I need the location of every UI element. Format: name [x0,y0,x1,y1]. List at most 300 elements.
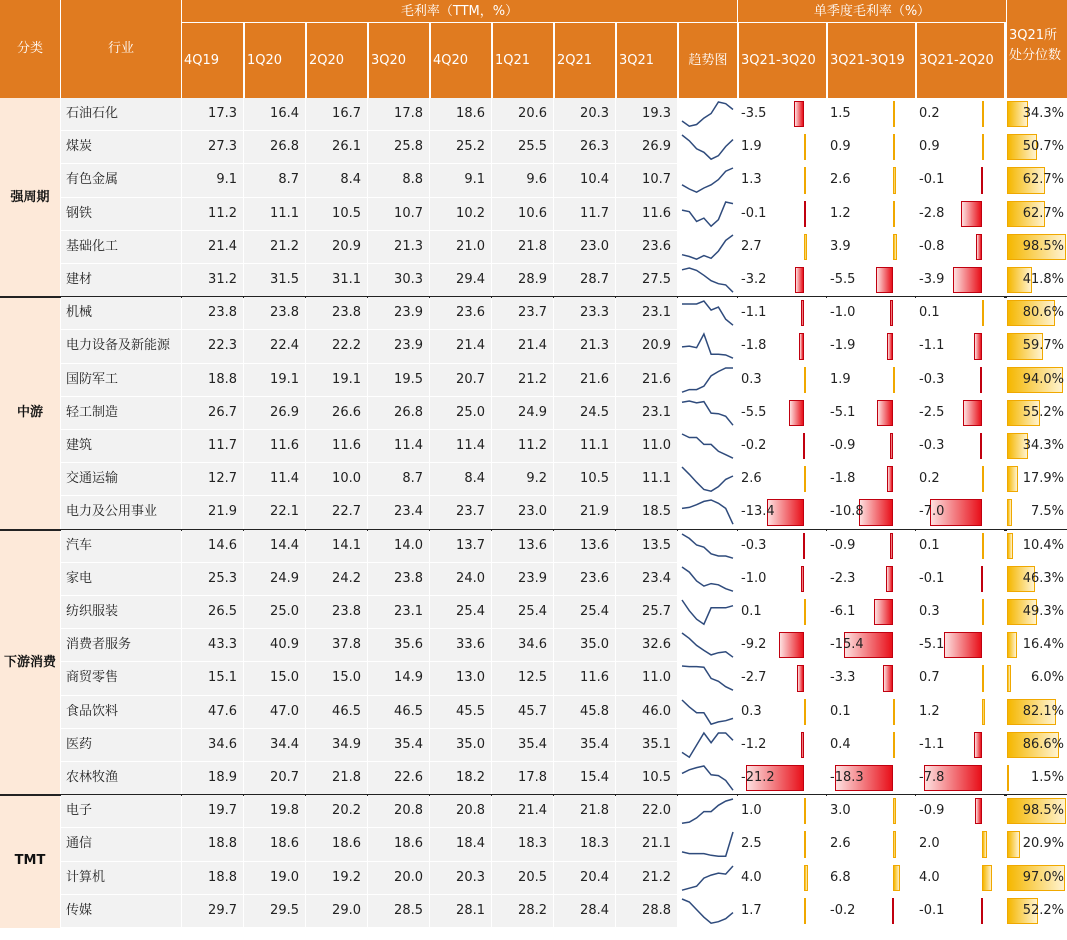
change-cell [738,397,826,429]
ttm-value: 8.7 [368,463,429,495]
trend-cell [678,895,737,927]
change-cell [827,330,915,362]
positive-bar [804,167,806,193]
change-value: -6.1 [830,604,856,619]
trend-line [682,500,733,524]
trend-cell [678,862,737,894]
industry-label: 食品饮料 [61,696,181,728]
trend-line [682,832,733,856]
ttm-value: 34.6 [182,729,243,761]
trend-cell [678,364,737,396]
change-cell [738,164,826,196]
percentile-bar [1007,665,1011,691]
ttm-value: 23.8 [182,297,243,329]
percentile-cell [1007,198,1067,230]
ttm-value: 34.9 [306,729,367,761]
ttm-value: 8.4 [306,164,367,196]
percentile-value: 46.3% [1022,570,1064,586]
positive-bar [982,665,984,691]
percentile-value: 17.9% [1022,471,1064,487]
ttm-value: 18.2 [430,762,491,794]
change-value: -3.5 [741,106,767,121]
trend-sparkline [678,231,737,263]
change-cell [738,596,826,628]
change-cell [916,563,1004,595]
header-industry-label: 行业 [107,41,134,56]
change-value: 6.8 [830,869,851,885]
negative-bar [779,632,804,658]
ttm-value: 10.0 [306,463,367,495]
change-cell [738,862,826,894]
change-cell [916,364,1004,396]
change-cell [916,231,1004,263]
industry-label: 汽车 [61,530,181,562]
positive-bar [982,599,984,625]
industry-label: 通信 [61,828,181,860]
change-cell [827,596,915,628]
ttm-value: 24.5 [554,397,615,429]
positive-bar [982,699,985,725]
ttm-value: 31.5 [244,264,305,296]
header-quarter-1Q21: 1Q21 [492,23,553,98]
change-cell [738,795,826,827]
trend-line [682,534,733,558]
change-cell [916,862,1004,894]
trend-cell [678,563,737,595]
industry-label: 机械 [61,297,181,329]
ttm-value: 21.4 [430,330,491,362]
change-value: 1.2 [830,205,851,221]
change-value: -13.4 [741,504,775,520]
ttm-value: 25.8 [368,131,429,163]
trend-sparkline [678,131,737,163]
change-value: -9.2 [741,637,767,653]
trend-sparkline [678,729,737,761]
ttm-value: 10.6 [492,198,553,230]
positive-bar [804,699,806,725]
change-cell [738,662,826,694]
ttm-value: 26.9 [244,397,305,429]
ttm-value: 32.6 [616,629,677,661]
ttm-value: 13.7 [430,530,491,562]
percentile-value: 86.6% [1022,736,1064,752]
change-value: 3.0 [830,803,851,819]
change-cell [827,430,915,462]
trend-sparkline [678,596,737,628]
industry-label: 纺织服装 [61,596,181,628]
trend-line [682,866,733,890]
industry-label: 医药 [61,729,181,761]
ttm-value: 10.4 [554,164,615,196]
ttm-value: 23.3 [554,297,615,329]
change-value: -1.0 [830,305,856,321]
positive-bar [893,732,895,758]
ttm-value: 20.5 [492,862,553,894]
ttm-value: 20.0 [368,862,429,894]
negative-bar [974,732,982,758]
ttm-value: 20.8 [430,795,491,827]
industry-label: 传媒 [61,895,181,927]
industry-label: 电力及公用事业 [61,496,181,528]
negative-bar [801,300,804,326]
change-value: -0.3 [919,371,945,387]
positive-bar [893,101,895,127]
trend-cell [678,198,737,230]
negative-bar [795,267,804,293]
ttm-value: 11.6 [306,430,367,462]
change-value: -7.8 [919,770,945,785]
ttm-value: 23.6 [554,563,615,595]
ttm-value: 20.9 [616,330,677,362]
ttm-value: 22.4 [244,330,305,362]
change-value: -1.2 [741,736,767,752]
change-cell [916,131,1004,163]
change-value: -1.0 [741,570,767,586]
ttm-value: 10.2 [430,198,491,230]
change-value: 4.0 [919,869,940,885]
change-value: 0.2 [919,471,940,487]
trend-line [682,268,733,292]
change-cell [738,762,826,794]
ttm-value: 21.6 [554,364,615,396]
header-quarter-2Q21: 2Q21 [554,23,615,98]
change-cell [827,862,915,894]
ttm-value: 10.5 [616,762,677,794]
change-cell [738,264,826,296]
ttm-value: 19.1 [244,364,305,396]
change-value: 0.1 [919,305,940,321]
ttm-value: 23.6 [430,297,491,329]
trend-cell [678,463,737,495]
percentile-cell [1007,762,1067,794]
ttm-value: 21.8 [306,762,367,794]
header-ttm-group [182,0,737,23]
trend-sparkline [678,563,737,595]
negative-bar [975,798,982,824]
trend-sparkline [678,198,737,230]
percentile-bar [1007,499,1012,525]
change-cell [738,463,826,495]
header-ttm-label: 毛利率（TTM，%） [400,4,519,19]
ttm-value: 11.4 [244,463,305,495]
trend-sparkline [678,264,737,296]
trend-cell [678,530,737,562]
change-value: 2.0 [919,836,940,852]
negative-bar [981,898,983,924]
ttm-value: 9.6 [492,164,553,196]
percentile-value: 52.2% [1022,902,1064,918]
industry-label: 建筑 [61,430,181,462]
change-value: 1.9 [741,139,762,155]
percentile-value: 1.5% [1030,770,1064,785]
ttm-value: 13.6 [492,530,553,562]
change-value: -15.4 [830,637,864,653]
ttm-value: 14.6 [182,530,243,562]
header-quarter-3Q20: 3Q20 [368,23,429,98]
percentile-value: 7.5% [1030,504,1064,520]
industry-label: 煤炭 [61,131,181,163]
ttm-value: 20.6 [492,98,553,130]
ttm-value: 21.9 [554,496,615,528]
header-quarter-3Q21: 3Q21 [616,23,677,98]
ttm-value: 33.6 [430,629,491,661]
ttm-value: 23.9 [492,563,553,595]
change-value: -0.1 [919,172,945,188]
category-label: 下游消费 [0,530,60,796]
percentile-value: 62.7% [1022,172,1064,188]
change-cell [827,762,915,794]
change-cell [916,696,1004,728]
header-percentile-label: 3Q21所处分位数 [1009,28,1062,63]
ttm-value: 46.5 [368,696,429,728]
change-cell [827,563,915,595]
ttm-value: 18.9 [182,762,243,794]
ttm-value: 37.8 [306,629,367,661]
ttm-value: 21.8 [492,231,553,263]
change-cell [916,729,1004,761]
trend-cell [678,696,737,728]
ttm-value: 16.4 [244,98,305,130]
change-value: -5.5 [830,272,856,287]
negative-bar [980,433,982,459]
ttm-value: 26.8 [368,397,429,429]
ttm-value: 22.3 [182,330,243,362]
ttm-value: 35.1 [616,729,677,761]
percentile-value: 41.8% [1022,272,1064,287]
change-value: -1.8 [830,471,856,487]
change-value: 2.7 [741,238,762,254]
percentile-cell [1007,297,1067,329]
header-quarter-1Q20: 1Q20 [244,23,305,98]
negative-bar [801,732,804,758]
percentile-value: 98.5% [1022,803,1064,819]
ttm-value: 35.0 [430,729,491,761]
negative-bar [887,333,893,359]
ttm-value: 47.6 [182,696,243,728]
positive-bar [804,466,806,492]
industry-label: 建材 [61,264,181,296]
percentile-bar [1007,533,1013,559]
negative-bar [883,665,893,691]
change-value: 2.6 [830,836,851,852]
industry-label: 农林牧渔 [61,762,181,794]
positive-bar [804,831,806,857]
change-value: 0.3 [741,371,762,387]
industry-label: 基础化工 [61,231,181,263]
change-cell [738,231,826,263]
ttm-value: 23.0 [554,231,615,263]
ttm-value: 11.2 [492,430,553,462]
ttm-value: 14.9 [368,662,429,694]
ttm-value: 29.7 [182,895,243,927]
percentile-cell [1007,895,1067,927]
ttm-value: 18.3 [492,828,553,860]
negative-bar [890,300,893,326]
change-cell [827,696,915,728]
change-cell [916,629,1004,661]
change-cell [738,895,826,927]
positive-bar [804,599,806,625]
trend-sparkline [678,397,737,429]
ttm-value: 25.2 [430,131,491,163]
trend-sparkline [678,430,737,462]
header-change-1: 3Q21-3Q19 [827,23,915,98]
trend-cell [678,131,737,163]
change-value: -3.9 [919,272,945,287]
change-cell [827,629,915,661]
trend-cell [678,164,737,196]
change-cell [827,131,915,163]
ttm-value: 18.4 [430,828,491,860]
trend-cell [678,430,737,462]
ttm-value: 19.1 [306,364,367,396]
ttm-value: 35.4 [554,729,615,761]
percentile-value: 98.5% [1022,238,1064,254]
change-value: -0.3 [741,537,767,553]
change-value: -5.5 [741,404,767,420]
change-value: -0.1 [919,902,945,918]
trend-sparkline [678,795,737,827]
ttm-value: 19.7 [182,795,243,827]
ttm-value: 17.8 [492,762,553,794]
change-cell [827,264,915,296]
percentile-cell [1007,430,1067,462]
change-cell [738,330,826,362]
positive-bar [893,699,895,725]
percentile-cell [1007,862,1067,894]
ttm-value: 25.3 [182,563,243,595]
change-value: 1.3 [741,172,762,188]
ttm-value: 8.8 [368,164,429,196]
ttm-value: 10.7 [368,198,429,230]
change-cell [916,795,1004,827]
negative-bar [892,898,894,924]
trend-line [682,766,733,790]
ttm-value: 10.5 [554,463,615,495]
negative-bar [981,167,983,193]
change-value: -1.1 [919,736,945,752]
industry-label: 电子 [61,795,181,827]
change-cell [916,828,1004,860]
ttm-value: 24.2 [306,563,367,595]
change-cell [916,397,1004,429]
trend-cell [678,330,737,362]
ttm-value: 45.5 [430,696,491,728]
industry-label: 钢铁 [61,198,181,230]
trend-cell [678,397,737,429]
negative-bar [801,566,804,592]
ttm-value: 43.3 [182,629,243,661]
positive-bar [982,134,984,160]
ttm-value: 35.6 [368,629,429,661]
ttm-value: 23.1 [616,297,677,329]
negative-bar [953,267,982,293]
positive-bar [893,831,896,857]
positive-bar [804,234,807,260]
ttm-value: 18.6 [368,828,429,860]
change-cell [827,164,915,196]
ttm-value: 25.7 [616,596,677,628]
change-cell [738,198,826,230]
change-value: 4.0 [741,869,762,885]
percentile-cell [1007,596,1067,628]
trend-line [682,633,733,657]
change-value: 0.2 [919,106,940,121]
ttm-value: 15.0 [306,662,367,694]
percentile-value: 82.1% [1022,703,1064,719]
change-cell [738,496,826,528]
ttm-value: 21.6 [616,364,677,396]
ttm-value: 13.5 [616,530,677,562]
change-cell [916,530,1004,562]
ttm-value: 11.6 [244,430,305,462]
trend-sparkline [678,98,737,130]
header-change-0: 3Q21-3Q20 [738,23,826,98]
ttm-value: 18.8 [182,364,243,396]
change-value: 0.4 [830,736,851,752]
header-industry [61,0,181,98]
trend-line [682,202,733,226]
ttm-value: 26.5 [182,596,243,628]
percentile-value: 94.0% [1022,371,1064,387]
ttm-value: 23.8 [306,596,367,628]
trend-line [682,733,733,757]
negative-bar [890,533,893,559]
ttm-value: 29.0 [306,895,367,927]
negative-bar [877,400,893,426]
change-value: -0.3 [919,438,945,453]
ttm-value: 20.7 [244,762,305,794]
change-value: 1.7 [741,902,762,918]
ttm-value: 45.7 [492,696,553,728]
ttm-value: 11.1 [554,430,615,462]
percentile-value: 50.7% [1022,139,1064,155]
percentile-value: 49.3% [1022,604,1064,619]
ttm-value: 35.4 [492,729,553,761]
negative-bar [803,433,805,459]
ttm-value: 26.1 [306,131,367,163]
percentile-cell [1007,264,1067,296]
percentile-cell [1007,164,1067,196]
ttm-value: 24.9 [492,397,553,429]
negative-bar [859,499,893,525]
percentile-value: 6.0% [1030,670,1064,686]
change-cell [738,98,826,130]
ttm-value: 21.4 [492,795,553,827]
percentile-cell [1007,729,1067,761]
positive-bar [893,201,895,227]
percentile-bar [1007,765,1009,791]
ttm-value: 10.5 [306,198,367,230]
header-quarter-4Q19: 4Q19 [182,23,243,98]
negative-bar [980,367,982,393]
trend-line [682,368,733,392]
positive-bar [893,865,900,891]
industry-label: 石油石化 [61,98,181,130]
change-value: 3.9 [830,238,851,254]
change-cell [916,98,1004,130]
ttm-value: 23.4 [616,563,677,595]
ttm-value: 31.1 [306,264,367,296]
percentile-bar [1007,466,1018,492]
change-value: -2.7 [741,670,767,686]
change-cell [738,297,826,329]
change-value: 0.1 [741,604,762,619]
ttm-value: 21.8 [554,795,615,827]
change-cell [827,530,915,562]
change-value: -2.8 [919,205,945,221]
industry-label: 家电 [61,563,181,595]
